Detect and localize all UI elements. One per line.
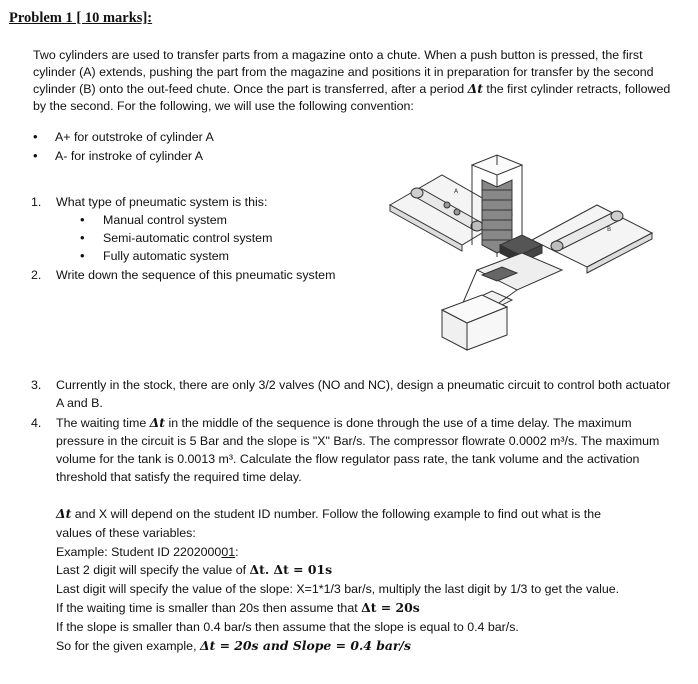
example-line-4: Last 2 digit will specify the value of Δt. Δt = 01s	[56, 562, 333, 578]
example-line-3: Example: Student ID 220200001:	[56, 544, 239, 559]
outfeed-chute	[442, 253, 562, 350]
question-4: 4. The waiting time Δt in the middle of the sequence is done through the use of a time delay. The maximum pressure in the circuit is 5 Bar and the slope is "X" Bar/s. The compressor flowrate 0.0002 m³/s. The maximum volume for the tank is 0.0013 m³. Calculate the flow regulator pass rate, the tank volume and the activation threshold that satisfy the required time delay.	[31, 415, 660, 484]
question-3: 3. Currently in the stock, there are only 3/2 valves (NO and NC), design a pneumatic circuit to control both actuator A and B.	[31, 378, 671, 410]
example-line-5: Last digit will specify the value of the slope: X=1*1/3 bar/s, multiply the last digit by 1/3 to get the value.	[56, 582, 620, 597]
example-line-8: So for the given example, Δt = 20s and Slope = 0.4 bar/s	[56, 637, 411, 653]
intro-paragraph: Two cylinders are used to transfer parts from a magazine onto a chute. When a push button is pressed, the first cylinder (A) extends, pushing the part from the magazine and positions it in preparation for transfer by the second cylinder (B) onto the out-feed chute. Once the part is transferred, after a period Δt the first cylinder retracts, followed by the second. For the following, we will use the following convention:	[33, 48, 671, 113]
label-b: B	[607, 226, 612, 233]
problem-title: Problem 1 [ 10 marks]:	[9, 10, 153, 26]
example-line-6: If the waiting time is smaller than 20s then assume that Δt = 20s	[56, 599, 420, 615]
example-line-2: values of these variables:	[56, 525, 196, 540]
example-line-7: If the slope is smaller than 0.4 bar/s then assume that the slope is equal to 0.4 bar/s.	[56, 619, 519, 634]
cylinder-transfer-illustration	[382, 145, 682, 355]
example-block	[56, 505, 686, 655]
label-a: A	[454, 188, 459, 195]
example-line-1: Δt and X will depend on the student ID number. Follow the following example to find out what is the	[56, 506, 602, 521]
